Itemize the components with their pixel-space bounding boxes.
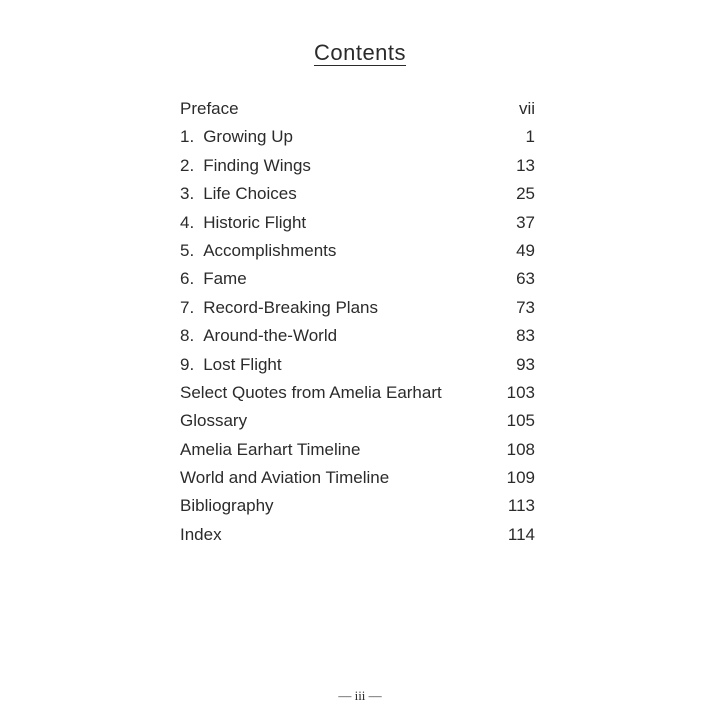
toc-entry-title: Around-the-World (203, 326, 338, 346)
toc-entry[interactable] (180, 209, 535, 237)
toc-entry-page-number: 108 (506, 439, 535, 459)
toc-entry-page-number: 49 (516, 240, 535, 260)
toc-entry-title: Select Quotes from Amelia Earhart (180, 382, 442, 402)
toc-entry-number: 7. (180, 297, 195, 317)
toc-entry-label (180, 521, 222, 549)
toc-entry-title: Historic Flight (203, 212, 307, 232)
toc-entry-title: Bibliography (180, 496, 274, 516)
table-of-contents (180, 95, 535, 549)
toc-entry-page-number: 103 (506, 382, 535, 402)
toc-entry-title: Life Choices (203, 184, 297, 204)
toc-entry-label (180, 265, 247, 293)
toc-entry-label (180, 436, 360, 464)
toc-entry[interactable] (180, 152, 535, 180)
toc-entry-page-number: 93 (516, 354, 535, 374)
toc-entry-page-number: 105 (506, 411, 535, 431)
toc-entry-label (180, 464, 389, 492)
toc-entry[interactable] (180, 379, 535, 407)
toc-entry-number: 1. (180, 127, 195, 147)
toc-entry-label (180, 180, 297, 208)
page-folio: — iii — (338, 688, 382, 703)
toc-entry[interactable] (180, 265, 535, 293)
toc-entry-title: World and Aviation Timeline (180, 468, 390, 488)
toc-entry-label (180, 322, 337, 350)
toc-entry-page-number: vii (518, 99, 535, 118)
toc-entry-label (180, 492, 274, 520)
toc-entry[interactable] (180, 492, 535, 520)
toc-entry-page-number: 25 (516, 184, 535, 204)
toc-entry-label (180, 407, 247, 435)
page-title (0, 40, 720, 66)
toc-entry-page-number: 13 (516, 155, 535, 175)
toc-entry-label (180, 123, 293, 151)
toc-entry-page-number: 63 (516, 269, 535, 289)
toc-entry-title: Index (180, 524, 222, 544)
page-title-text: Contents (313, 40, 407, 65)
toc-entry[interactable] (180, 294, 535, 322)
toc-entry-label (180, 351, 282, 379)
toc-entry[interactable] (180, 322, 535, 350)
toc-entry-page-number: 1 (525, 127, 535, 147)
toc-entry-title: Lost Flight (203, 354, 282, 374)
toc-entry-page-number: 73 (516, 297, 535, 317)
toc-entry-number: 6. (180, 269, 195, 289)
toc-entry[interactable] (180, 351, 535, 379)
toc-entry-number: 9. (180, 354, 195, 374)
toc-entry[interactable] (180, 521, 535, 549)
toc-entry-title: Accomplishments (203, 240, 337, 260)
toc-entry-page-number: 37 (516, 212, 535, 232)
toc-entry[interactable] (180, 95, 535, 123)
toc-entry-title: Finding Wings (203, 155, 311, 175)
toc-entry-number: 5. (180, 240, 195, 260)
toc-entry-number: 2. (180, 155, 195, 175)
toc-entry-label (180, 209, 306, 237)
toc-entry[interactable] (180, 464, 535, 492)
toc-entry-label (180, 379, 442, 407)
toc-entry-label (180, 152, 311, 180)
toc-entry-number: 3. (180, 184, 195, 204)
toc-entry-title: Preface (180, 99, 239, 118)
toc-entry-title: Fame (203, 269, 247, 289)
toc-entry-number: 4. (180, 212, 195, 232)
toc-entry-page-number: 114 (507, 524, 535, 544)
toc-entry-page-number: 83 (516, 326, 535, 346)
toc-entry-title: Amelia Earhart Timeline (180, 439, 361, 459)
toc-entry-label (180, 237, 336, 265)
toc-entry-page-number: 109 (506, 468, 535, 488)
toc-entry-title: Growing Up (203, 127, 293, 147)
toc-entry-title: Record-Breaking Plans (203, 297, 378, 317)
toc-entry[interactable] (180, 237, 535, 265)
toc-entry-title: Glossary (180, 411, 248, 431)
toc-entry[interactable] (180, 407, 535, 435)
toc-entry[interactable] (180, 436, 535, 464)
toc-entry[interactable] (180, 180, 535, 208)
toc-entry-page-number: 113 (507, 496, 535, 516)
toc-entry-label (180, 95, 239, 123)
toc-entry-number: 8. (180, 326, 195, 346)
toc-entry-label (180, 294, 378, 322)
toc-entry[interactable] (180, 123, 535, 151)
